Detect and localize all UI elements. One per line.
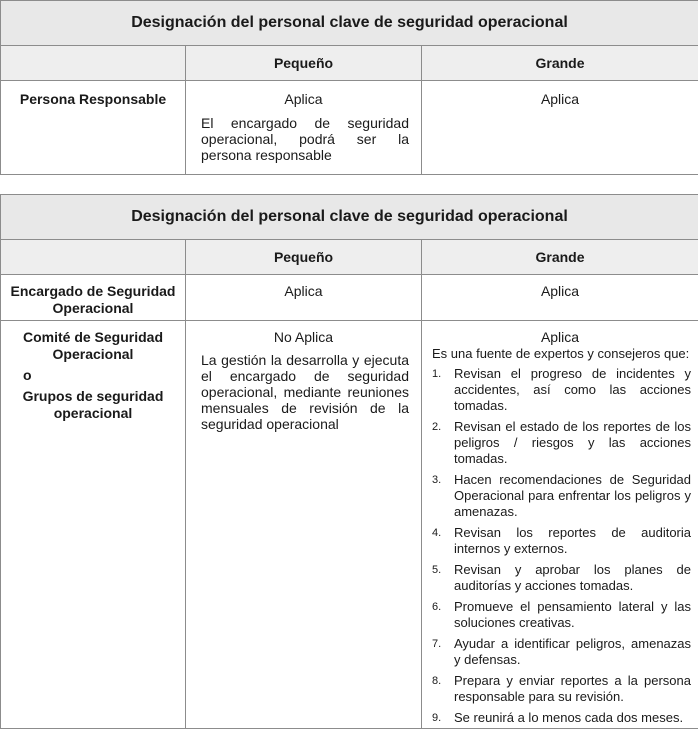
small-status: Aplica xyxy=(186,283,421,300)
small-note: La gestión la desarrolla y ejecuta el encargado de seguridad operacional, mediante reuniones mensuales de revisión de la seguridad operacional xyxy=(186,352,421,432)
label-or: o xyxy=(1,367,185,384)
tasks-list xyxy=(422,366,698,726)
list-item: 6. Promueve el pensamiento lateral y las soluciones creativas. xyxy=(432,599,691,631)
table-persona-responsable xyxy=(0,0,698,175)
large-status: Aplica xyxy=(422,283,698,300)
column-header-small: Pequeño xyxy=(186,46,422,81)
cell-small xyxy=(186,275,422,321)
table-row xyxy=(1,81,698,175)
label-comite: Comité de Seguridad Operacional xyxy=(1,329,185,363)
list-item: 3. Hacen recomendaciones de Seguridad Operacional para enfrentar los peligros y amenazas. xyxy=(432,472,691,520)
cell-small xyxy=(186,81,422,175)
list-item: 8. Prepara y enviar reportes a la persona responsable para su revisión. xyxy=(432,673,691,705)
large-intro: Es una fuente de expertos y consejeros que: xyxy=(422,346,698,362)
column-header-large: Grande xyxy=(422,240,698,275)
list-item: 4. Revisan los reportes de auditoria internos y externos. xyxy=(432,525,691,557)
header-empty-cell xyxy=(1,240,186,275)
table-title: Designación del personal clave de seguridad operacional xyxy=(1,1,698,46)
small-status: Aplica xyxy=(186,91,421,108)
cell-large xyxy=(422,275,698,321)
list-item: 5. Revisan y aprobar los planes de auditorías y acciones tomadas. xyxy=(432,562,691,594)
column-header-small: Pequeño xyxy=(186,240,422,275)
table-row xyxy=(1,275,698,321)
list-item: 7. Ayudar a identificar peligros, amenazas y defensas. xyxy=(432,636,691,668)
header-empty-cell xyxy=(1,46,186,81)
large-status: Aplica xyxy=(422,329,698,346)
cell-large xyxy=(422,81,698,175)
label-grupos: Grupos de seguridad operacional xyxy=(1,388,185,422)
list-item: 9. Se reunirá a lo menos cada dos meses. xyxy=(432,710,691,726)
table-personal-clave xyxy=(0,194,698,729)
table-row xyxy=(1,321,698,729)
table-title: Designación del personal clave de seguridad operacional xyxy=(1,195,698,240)
list-item: 1. Revisan el progreso de incidentes y accidentes, así como las acciones tomadas. xyxy=(432,366,691,414)
cell-small xyxy=(186,321,422,729)
cell-large xyxy=(422,321,698,729)
row-label: Encargado de Seguridad Operacional xyxy=(1,275,186,321)
row-label-group xyxy=(1,321,186,729)
column-header-large: Grande xyxy=(422,46,698,81)
list-item: 2. Revisan el estado de los reportes de los peligros / riesgos y las acciones tomadas. xyxy=(432,419,691,467)
row-label: Persona Responsable xyxy=(1,81,186,175)
small-status: No Aplica xyxy=(186,329,421,346)
small-note: El encargado de seguridad operacional, podrá ser la persona responsable xyxy=(186,115,421,163)
large-status: Aplica xyxy=(422,91,698,108)
